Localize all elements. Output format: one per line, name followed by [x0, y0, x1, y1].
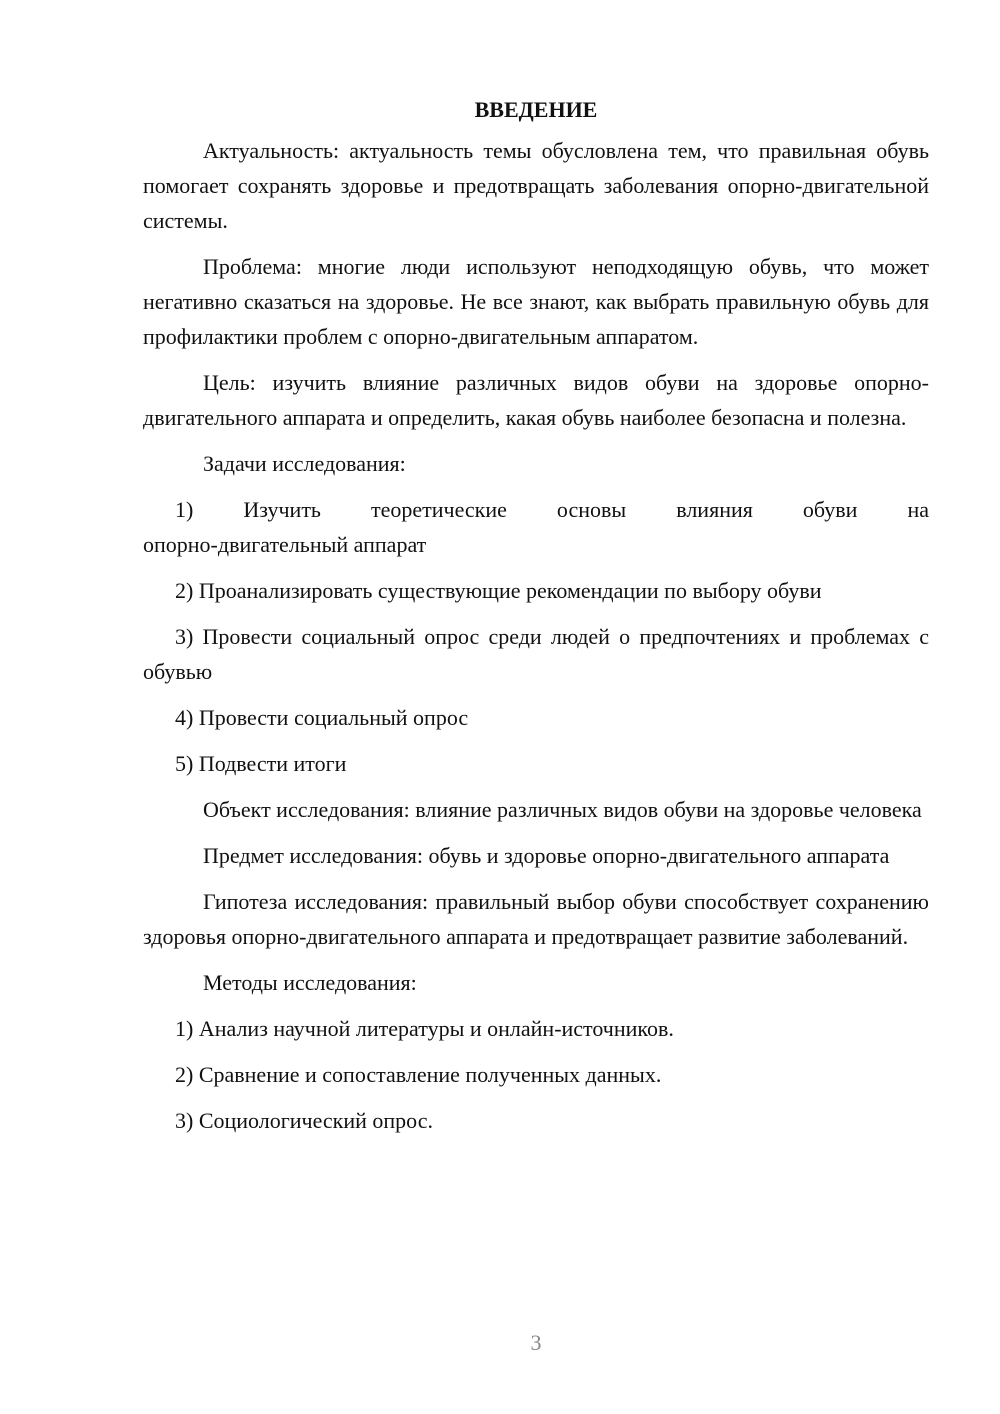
- goal-paragraph: Цель: изучить влияние различных видов обуви на здоровье опорно-двигательного аппарата и определить, какая обувь наиболее безопасна и полезна.: [143, 370, 929, 430]
- method-item-2: 2) Сравнение и сопоставление полученных данных.: [175, 1062, 662, 1087]
- method-item-1: 1) Анализ научной литературы и онлайн-источников.: [175, 1016, 674, 1041]
- problem-paragraph: Проблема: многие люди используют неподходящую обувь, что может негативно сказаться на здоровье. Не все знают, как выбрать правильную обувь для профилактики проблем с опорно-двигательным аппаратом.: [143, 254, 929, 349]
- method-item-3: 3) Социологический опрос.: [175, 1108, 433, 1133]
- task-item-5: 5) Подвести итоги: [175, 751, 347, 776]
- object-paragraph: Объект исследования: влияние различных видов обуви на здоровье человека: [203, 797, 922, 822]
- hypothesis-paragraph: Гипотеза исследования: правильный выбор обуви способствует сохранению здоровья опорно-двигательного аппарата и предотвращает развитие заболеваний.: [143, 889, 929, 949]
- subject-paragraph: Предмет исследования: обувь и здоровье опорно-двигательного аппарата: [203, 843, 890, 868]
- task-item-4: 4) Провести социальный опрос: [175, 705, 469, 730]
- task-item-3: 3) Провести социальный опрос среди людей о предпочтениях и проблемах с обувью: [143, 624, 929, 684]
- relevance-paragraph: Актуальность: актуальность темы обусловлена тем, что правильная обувь помогает сохранять здоровье и предотвращать заболевания опорно-двигательной системы.: [143, 138, 929, 233]
- task-item-2: 2) Проанализировать существующие рекомендации по выбору обуви: [175, 578, 822, 603]
- page-title: ВВЕДЕНИЕ: [474, 97, 598, 122]
- document-body: [143, 92, 929, 1149]
- task-item-1-line-2: опорно-двигательный аппарат: [143, 532, 427, 557]
- tasks-heading: Задачи исследования:: [203, 451, 406, 476]
- page-number: 3: [530, 1330, 542, 1355]
- methods-heading: Методы исследования:: [203, 970, 417, 995]
- task-item-1-line-1: 1) Изучить теоретические основы влияния обуви на: [175, 497, 929, 522]
